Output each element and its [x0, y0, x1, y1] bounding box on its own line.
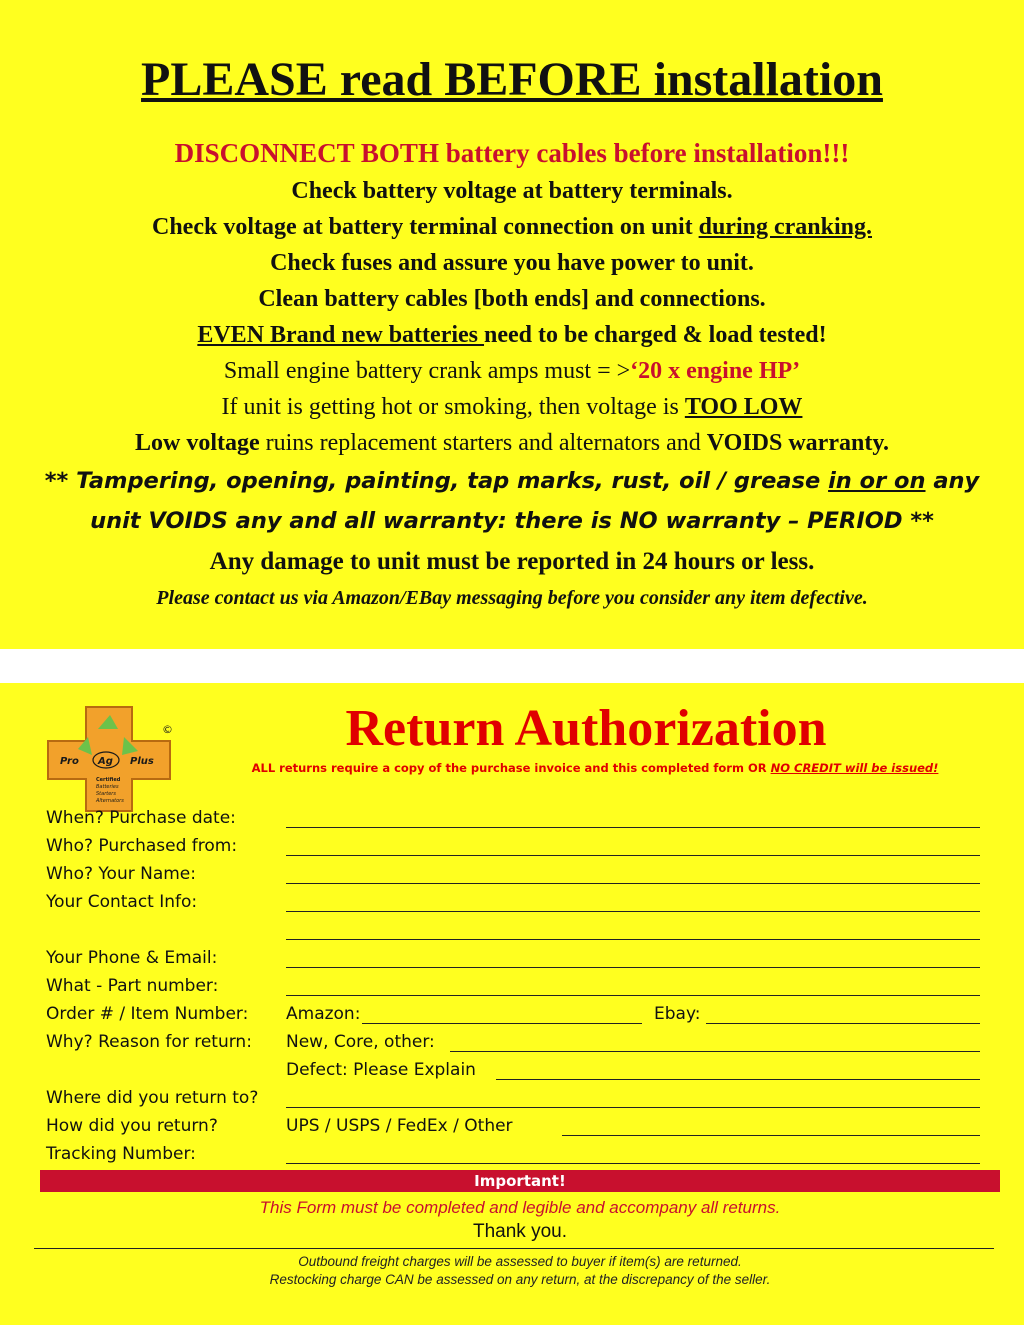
- installation-notice-panel: [0, 0, 1024, 649]
- return-method-row: [46, 1114, 980, 1138]
- contact-info-row: [46, 890, 980, 914]
- new-batteries-line: [0, 323, 1024, 347]
- tampering-text-any: any: [925, 468, 980, 494]
- crank-amps-rule: ‘20 x engine HP’: [630, 358, 801, 384]
- logo-tagline-1: Certified: [96, 777, 121, 783]
- return-to-label: Where did you return to?: [46, 1088, 259, 1108]
- return-to-field[interactable]: [286, 1107, 980, 1108]
- tracking-field[interactable]: [286, 1163, 980, 1164]
- logo-tagline-4: Alternators: [96, 798, 124, 804]
- defect-explain-field[interactable]: [496, 1079, 980, 1080]
- copyright-mark: ©: [162, 723, 173, 736]
- check-voltage-line: Check battery voltage at battery terminals.: [291, 178, 733, 204]
- part-number-row: [46, 974, 980, 998]
- tampering-line-1: [0, 470, 1024, 493]
- return-authorization-title: Return Authorization: [345, 700, 827, 757]
- logo-word-pro: Pro: [60, 756, 79, 767]
- check-cranking-line: [0, 215, 1024, 239]
- too-low-text: TOO LOW: [684, 394, 803, 420]
- tracking-row: [46, 1142, 980, 1166]
- amazon-label: Amazon:: [286, 1004, 361, 1024]
- clean-cables-line: Clean battery cables [both ends] and connections.: [258, 286, 766, 312]
- new-core-other-field[interactable]: [450, 1051, 980, 1052]
- purchased-from-row: [46, 834, 980, 858]
- tampering-text-1: ** Tampering, opening, painting, tap marks, rust, oil / grease: [44, 468, 829, 494]
- part-number-label: What - Part number:: [46, 976, 219, 996]
- ebay-label: Ebay:: [654, 1004, 701, 1024]
- low-voltage-text: Low voltage: [134, 430, 260, 456]
- notice-title: PLEASE read BEFORE installation: [141, 53, 883, 106]
- logo-word-plus: Plus: [130, 756, 154, 767]
- phone-email-row: [46, 946, 980, 970]
- freight-charges-note: Outbound freight charges will be assessed to buyer if item(s) are returned.: [298, 1254, 742, 1269]
- order-number-row: [46, 1002, 980, 1026]
- your-name-row: [46, 862, 980, 886]
- in-or-on-text: in or on: [828, 468, 926, 494]
- carrier-other-field[interactable]: [562, 1135, 980, 1136]
- damage-report-line: Any damage to unit must be reported in 24 hours or less.: [209, 548, 815, 575]
- low-voltage-middle: ruins replacement starters and alternators and: [259, 430, 707, 456]
- amazon-order-field[interactable]: [362, 1023, 642, 1024]
- thank-you-text: Thank you.: [473, 1221, 567, 1242]
- your-name-field[interactable]: [286, 883, 980, 884]
- your-name-label: Who? Your Name:: [46, 864, 196, 884]
- load-tested-text: need to be charged & load tested!: [484, 322, 827, 348]
- reason-row: [46, 1030, 980, 1054]
- phone-email-label: Your Phone & Email:: [46, 948, 218, 968]
- return-authorization-panel: [0, 683, 1024, 1325]
- contact-info-label: Your Contact Info:: [46, 892, 198, 912]
- tampering-line-2: unit VOIDS any and all warranty: there is NO warranty – PERIOD **: [90, 508, 934, 534]
- order-number-label: Order # / Item Number:: [46, 1004, 249, 1024]
- crank-amps-text: Small engine battery crank amps must = >: [223, 358, 631, 384]
- defect-explain-label: Defect: Please Explain: [286, 1060, 476, 1080]
- return-to-row: [46, 1086, 980, 1110]
- purchase-date-row: [46, 806, 980, 830]
- restocking-charge-note: Restocking charge CAN be assessed on any return, at the discrepancy of the seller.: [269, 1272, 771, 1287]
- crank-amps-line: [0, 359, 1024, 383]
- purchased-from-label: Who? Purchased from:: [46, 836, 238, 856]
- purchased-from-field[interactable]: [286, 855, 980, 856]
- new-batteries-text: EVEN Brand new batteries: [197, 322, 485, 348]
- during-cranking-text: during cranking.: [698, 214, 872, 240]
- purchase-date-label: When? Purchase date:: [46, 808, 236, 828]
- check-cranking-text: Check voltage at battery terminal connection on unit: [152, 214, 699, 240]
- part-number-field[interactable]: [286, 995, 980, 996]
- return-method-label: How did you return?: [46, 1116, 218, 1136]
- defect-row: [46, 1058, 980, 1082]
- new-core-other-label: New, Core, other:: [286, 1032, 435, 1052]
- logo-word-ag: Ag: [98, 756, 113, 767]
- overheat-text: If unit is getting hot or smoking, then voltage is: [221, 394, 685, 420]
- contact-line: Please contact us via Amazon/EBay messaging before you consider any item defective.: [156, 587, 868, 609]
- reason-label: Why? Reason for return:: [46, 1032, 252, 1052]
- completion-requirement: This Form must be completed and legible and accompany all returns.: [259, 1198, 781, 1217]
- contact-info-field-2[interactable]: [286, 939, 980, 940]
- carrier-options-label: UPS / USPS / FedEx / Other: [286, 1116, 513, 1136]
- overheat-line: [0, 395, 1024, 419]
- purchase-date-field[interactable]: [286, 827, 980, 828]
- tracking-label: Tracking Number:: [46, 1144, 196, 1164]
- ebay-order-field[interactable]: [706, 1023, 980, 1024]
- disconnect-warning: DISCONNECT BOTH battery cables before installation!!!: [174, 138, 850, 168]
- phone-email-field[interactable]: [286, 967, 980, 968]
- pro-ag-plus-logo: [44, 703, 174, 815]
- invoice-requirement-note: [170, 761, 1020, 775]
- check-fuses-line: Check fuses and assure you have power to unit.: [270, 250, 754, 276]
- logo-tagline-3: Starters: [96, 791, 116, 797]
- contact-info-field[interactable]: [286, 911, 980, 912]
- important-banner: Important!: [40, 1170, 1000, 1192]
- invoice-requirement-text: ALL returns require a copy of the purchase invoice and this completed form OR: [251, 761, 771, 775]
- voids-warranty-text: VOIDS warranty.: [706, 430, 889, 456]
- no-credit-text: NO CREDIT will be issued!: [770, 761, 939, 775]
- logo-tagline-2: Batteries: [96, 784, 119, 790]
- low-voltage-line: [0, 431, 1024, 455]
- footer-divider: [34, 1248, 994, 1249]
- contact-info-row-2: [46, 918, 980, 942]
